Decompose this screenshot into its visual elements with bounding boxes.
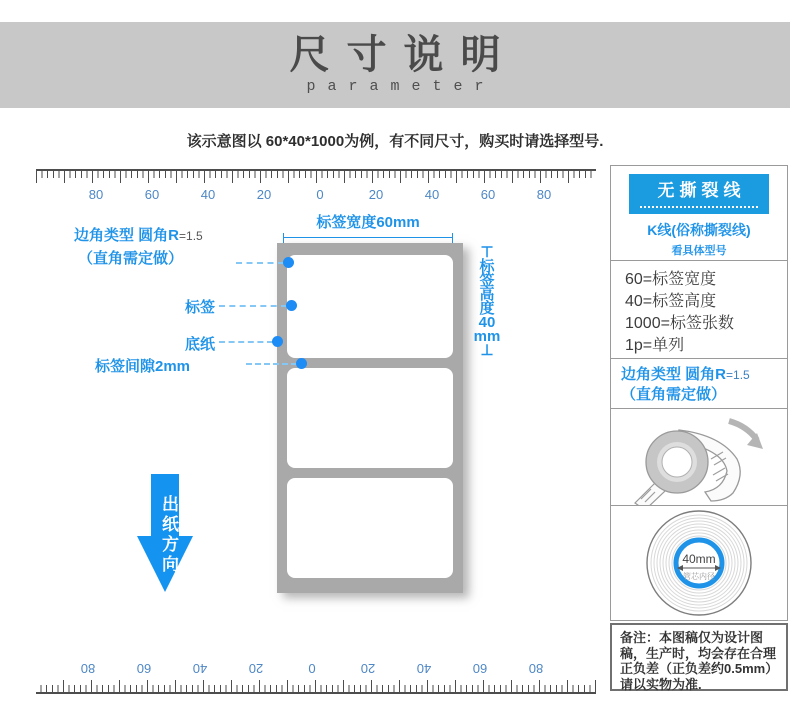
- core-sub-label: 管芯内径: [683, 572, 715, 581]
- label-blank-3: [287, 478, 453, 578]
- output-direction-text: 出纸方向: [159, 495, 178, 575]
- sidebar-section-specs: [610, 260, 788, 359]
- height-value: 40: [478, 314, 496, 331]
- ruler-bottom-numbers: [36, 661, 564, 676]
- callout-dot-label: [286, 300, 297, 311]
- callout-dash-label: [219, 305, 287, 307]
- callout-gap: 标签间隙2mm: [95, 358, 191, 375]
- callout-dot-gap: [296, 358, 307, 369]
- callout-label: 标签: [184, 299, 215, 316]
- label-width-dimension: 标签宽度60mm: [316, 214, 420, 231]
- ruler-top-ticks: [36, 169, 596, 185]
- measure-tick-right: [452, 233, 453, 243]
- ruler-number: 0: [316, 187, 324, 202]
- corner-info: [611, 359, 787, 405]
- ruler-number: 60: [144, 187, 160, 202]
- height-char: 度: [479, 300, 495, 317]
- ruler-number: 20: [248, 661, 264, 676]
- measure-tick-left: [283, 233, 284, 243]
- core-diameter-diagram: [611, 506, 787, 620]
- spec-columns: 1p=单列: [625, 337, 685, 354]
- ruler-number: 40: [192, 661, 208, 676]
- tear-line-dotted-icon: [640, 206, 758, 208]
- ruler-top-numbers: [68, 187, 596, 202]
- ruler-number: 0: [308, 661, 316, 676]
- ruler-number: 60: [136, 661, 152, 676]
- sidebar-section-corner: [610, 358, 788, 409]
- ruler-number: 20: [368, 187, 384, 202]
- ruler-bottom-ticks: [36, 678, 596, 694]
- callout-corner-note: （直角需定做）: [78, 250, 184, 267]
- height-char: 高: [479, 286, 495, 303]
- height-char: 标: [479, 258, 495, 275]
- no-tear-line-badge: [629, 174, 769, 214]
- ruler-number: 20: [256, 187, 272, 202]
- corner-radius-value: =1.5: [179, 229, 203, 243]
- core-size-label: 40mm: [682, 552, 716, 566]
- header-band: [0, 22, 790, 108]
- backing-paper: [277, 243, 463, 593]
- sidebar-section-roll: [610, 408, 788, 506]
- label-height-dimension: [470, 246, 504, 358]
- label-blank-2: [287, 368, 453, 468]
- ruler-number: 80: [536, 187, 552, 202]
- callout-corner-type: [74, 224, 203, 245]
- corner-note-line: （直角需定做）: [621, 386, 727, 403]
- callout-dash-backing: [219, 341, 273, 343]
- corner-type-line: [621, 365, 787, 385]
- measure-top-tick: ⊤: [480, 244, 494, 261]
- width-measure-line: [283, 237, 453, 238]
- spec-count: 1000=标签张数: [625, 315, 734, 332]
- callout-backing: 底纸: [184, 336, 215, 353]
- corner-type-text: 边角类型 圆角R: [74, 227, 180, 244]
- height-char: 签: [479, 272, 495, 289]
- no-tear-line-label: 无撕裂线: [657, 180, 746, 200]
- callout-dot-corner: [283, 257, 294, 268]
- ruler-number: 40: [424, 187, 440, 202]
- spec-list: [611, 261, 787, 357]
- height-unit: mm: [473, 328, 501, 345]
- label-blank-1: [287, 255, 453, 358]
- ruler-bottom: [36, 656, 596, 694]
- page-subtitle: parameter: [306, 78, 496, 95]
- k-line-subtitle: 看具体型号: [671, 245, 727, 257]
- sidebar-section-tearline: [610, 165, 788, 261]
- note-text: 备注：本图稿仅为设计图稿，生产时，均会存在合理正负差（正负差约0.5mm）请以实物为准.: [620, 630, 777, 692]
- intro-text: 该示意图以 60*40*1000为例，有不同尺寸，购买时请选择型号.: [186, 133, 604, 150]
- ruler-number: 60: [480, 187, 496, 202]
- corner-radius-value: =1.5: [726, 368, 750, 382]
- note-box: [610, 623, 788, 691]
- callout-dot-backing: [272, 336, 283, 347]
- ruler-number: 80: [528, 661, 544, 676]
- ruler-number: 40: [416, 661, 432, 676]
- callout-dash-corner: [236, 262, 284, 264]
- ruler-top: [36, 169, 596, 207]
- page-title: 尺寸说明: [289, 33, 518, 77]
- spec-width: 60=标签宽度: [625, 271, 717, 288]
- spec-height: 40=标签高度: [625, 293, 717, 310]
- k-line-title: K线(俗称撕裂线): [647, 222, 751, 238]
- measure-bottom-tick: ⊥: [480, 342, 494, 359]
- ruler-number: 80: [80, 661, 96, 676]
- corner-type-text: 边角类型 圆角R: [621, 366, 727, 383]
- sidebar-section-core: [610, 505, 788, 621]
- ruler-number: 40: [200, 187, 216, 202]
- label-roll-icon: [611, 409, 787, 505]
- ruler-number: 80: [88, 187, 104, 202]
- callout-dash-gap: [246, 363, 297, 365]
- ruler-number: 20: [360, 661, 376, 676]
- ruler-number: 60: [472, 661, 488, 676]
